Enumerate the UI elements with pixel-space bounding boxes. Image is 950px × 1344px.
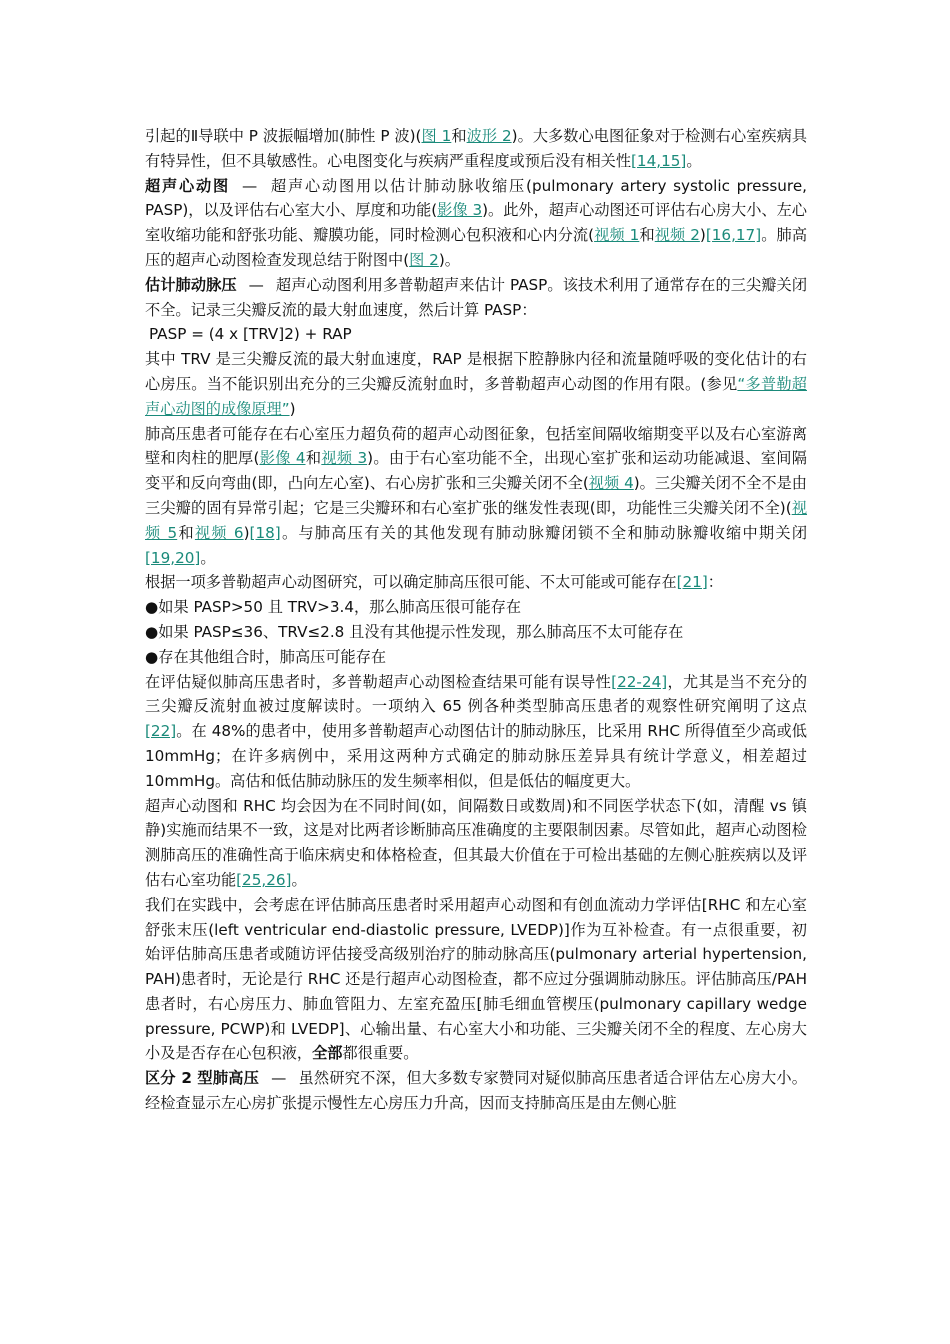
accuracy-paragraph xyxy=(145,794,807,893)
pasp-formula: PASP = (4 x [TRV]2) + RAP xyxy=(149,325,352,344)
video-2-link[interactable]: 视频 2 xyxy=(654,226,700,245)
echocardiography-paragraph xyxy=(145,174,807,273)
reference-25-26-link[interactable]: [25,26] xyxy=(236,870,292,889)
text: 根据一项多普勒超声心动图研究，可以确定肺高压很可能、不太可能或可能存在 xyxy=(145,573,677,592)
text: 。肺高压的超声心动图检查发现总结于附图中( xyxy=(145,226,807,269)
video-6-link[interactable]: 视频 6 xyxy=(194,523,244,542)
rv-overload-paragraph xyxy=(145,422,807,571)
text: 和 xyxy=(639,226,655,245)
text: 。 xyxy=(686,151,702,170)
doppler-principles-link[interactable]: “多普勒超声心动图的成像原理” xyxy=(145,374,807,418)
reference-22-link[interactable]: [22] xyxy=(145,722,177,741)
text: 和 xyxy=(451,127,467,145)
heading-dash: — xyxy=(248,275,264,294)
figure-1-link[interactable]: 图 1 xyxy=(421,127,452,145)
text: ： xyxy=(707,573,723,592)
text: ，尤其是当不充分的三尖瓣反流射血被过度解读时。一项纳入 65 例各种类型肺高压患者的观察性研究阐明了这点 xyxy=(145,672,808,716)
text: 引起的Ⅱ导联中 P 波振幅增加(肺性 P 波)( xyxy=(145,127,422,145)
text: 我们在实践中，会考虑在评估肺高压患者时采用超声心动图和有创血流动力学评估[RHC 和左心室舒张末压(left ventricular end-diastolic pressure, LVEDP)]作为互补检查。有一点很重要，初始评估肺高压患者或随访评估接受高级别治疗的肺动脉高压(pulmonary arterial hypertension, PAH)患者时，无论是行 RHC 还是行超声心动图检查，都不应过分强调肺动脉压。评估肺高压/PAH 患者时，右心房压力、肺血管阻力、左室充盈压[肺毛细血管楔压(pulmonary capillary wedge pressure, PCWP)和 LVEDP]、心输出量、右心室大小和功能、三尖瓣关闭不全的程度、左心房大小及是否存在心包积液， xyxy=(145,895,807,1063)
text: 在评估疑似肺高压患者时，多普勒超声心动图检查结果可能有误导性 xyxy=(145,672,612,691)
text: 其中 TRV 是三尖瓣反流的最大射血速度，RAP 是根据下腔静脉内径和流量随呼吸的变化估计的右心房压。当不能识别出充分的三尖瓣反流射血时，多普勒超声心动图的作用有限。(参见 xyxy=(145,350,807,393)
text: 超声心动图利用多普勒超声来估计 PASP。该技术利用了通常存在的三尖瓣关闭不全。记录三尖瓣反流的最大射血速度，然后计算 PASP： xyxy=(145,275,808,319)
reference-14-15-link[interactable]: [14,15] xyxy=(631,151,687,170)
text: )。由于右心室功能不全，出现心室扩张和运动功能减退、室间隔变平和反向弯曲(即，凸向左心室)、右心房扩张和三尖瓣关闭不全( xyxy=(145,449,807,493)
image-4-link[interactable]: 影像 4 xyxy=(259,449,306,468)
text: 和 xyxy=(305,449,322,468)
text: 和 xyxy=(177,523,195,542)
reference-21-link[interactable]: [21] xyxy=(676,573,708,592)
image-3-link[interactable]: 影像 3 xyxy=(437,201,483,220)
reference-19-20-link[interactable]: [19,20] xyxy=(145,548,201,567)
reference-18-link[interactable]: [18] xyxy=(249,523,281,542)
text: 都很重要。 xyxy=(342,1044,419,1063)
bullet-item: ●存在其他组合时，肺高压可能存在 xyxy=(145,647,387,666)
video-3-link[interactable]: 视频 3 xyxy=(321,449,368,468)
section-heading-echocardiography: 超声心动图 xyxy=(145,176,231,195)
misleading-results-paragraph xyxy=(145,670,807,794)
ecg-paragraph xyxy=(145,124,807,174)
practice-paragraph xyxy=(145,893,807,1067)
text: )。三尖瓣关闭不全不是由三尖瓣的固有异常引起；它是三尖瓣环和右心室扩张的继发性表现(即，功能性三尖瓣关闭不全)( xyxy=(145,474,807,517)
text: ) xyxy=(289,399,296,418)
heading-dash: — xyxy=(271,1069,287,1088)
trv-paragraph xyxy=(145,347,807,421)
text: 肺高压患者可能存在右心室压力超负荷的超声心动图征象，包括室间隔收缩期变平以及右心室游离壁和肉柱的肥厚( xyxy=(145,424,807,468)
text: 虽然研究不深，但大多数专家赞同对疑似肺高压患者适合评估左心房大小。经检查显示左心房扩张提示慢性左心房压力升高，因而支持肺高压是由左侧心脏 xyxy=(145,1069,807,1113)
estimate-pasp-paragraph xyxy=(145,273,807,323)
type2-ph-paragraph xyxy=(145,1066,807,1116)
reference-16-17-link[interactable]: [16,17] xyxy=(705,226,762,245)
text: )。此外，超声心动图还可评估右心房大小、左心室收缩功能和舒张功能、瓣膜功能，同时检测心包积液和心内分流( xyxy=(145,201,807,245)
text: 。在 48%的患者中，使用多普勒超声心动图估计的肺动脉压，比采用 RHC 所得值至少高或低 10mmHg；在许多病例中，采用这两种方式确定的肺动脉压差异具有统计学意义，相差超过 10mmHg。高估和低估肺动脉压的发生频率相似，但是低估的幅度更大。 xyxy=(145,722,807,790)
text: 超声心动图用以估计肺动脉收缩压(pulmonary artery systolic pressure, PASP)，以及评估右心室大小、厚度和功能( xyxy=(145,176,807,220)
waveform-2-link[interactable]: 波形 2 xyxy=(466,127,512,145)
article-body xyxy=(145,124,807,1116)
doppler-study-paragraph xyxy=(145,570,807,595)
emphasis-text: 全部 xyxy=(312,1044,343,1063)
text: 。 xyxy=(291,870,307,889)
text: )。 xyxy=(438,250,460,269)
section-heading-type2-ph: 区分 2 型肺高压 xyxy=(145,1069,260,1088)
video-4-link[interactable]: 视频 4 xyxy=(588,474,634,493)
section-heading-estimate-pasp: 估计肺动脉压 xyxy=(145,275,237,294)
figure-2-link[interactable]: 图 2 xyxy=(409,250,439,269)
heading-dash: — xyxy=(242,176,258,195)
video-1-link[interactable]: 视频 1 xyxy=(594,226,640,245)
text: ) xyxy=(243,523,250,542)
text: )。大多数心电图征象对于检测右心室疾病具有特异性，但不具敏感性。心电图变化与疾病严重程度或预后没有相关性 xyxy=(145,127,808,170)
text: ) xyxy=(699,226,706,245)
bullet-item: ●如果 PASP≤36、TRV≤2.8 且没有其他提示性发现，那么肺高压不太可能存在 xyxy=(145,622,684,641)
text: 。 xyxy=(200,548,216,567)
text: 。与肺高压有关的其他发现有肺动脉瓣闭锁不全和肺动脉瓣收缩中期关闭 xyxy=(280,523,808,542)
text: 超声心动图和 RHC 均会因为在不同时间(如，间隔数日或数周)和不同医学状态下(如，清醒 vs 镇静)实施而结果不一致，这是对比两者诊断肺高压准确度的主要限制因素。尽管如此，超声心动图检测肺高压的准确性高于临床病史和体格检查，但其最大价值在于可检出基础的左侧心脏疾病以及评估右心室功能 xyxy=(145,796,807,889)
bullet-item: ●如果 PASP>50 且 TRV>3.4，那么肺高压很可能存在 xyxy=(145,598,522,617)
reference-22-24-link[interactable]: [22-24] xyxy=(611,672,668,691)
video-5-link[interactable]: 视频 5 xyxy=(145,498,808,542)
